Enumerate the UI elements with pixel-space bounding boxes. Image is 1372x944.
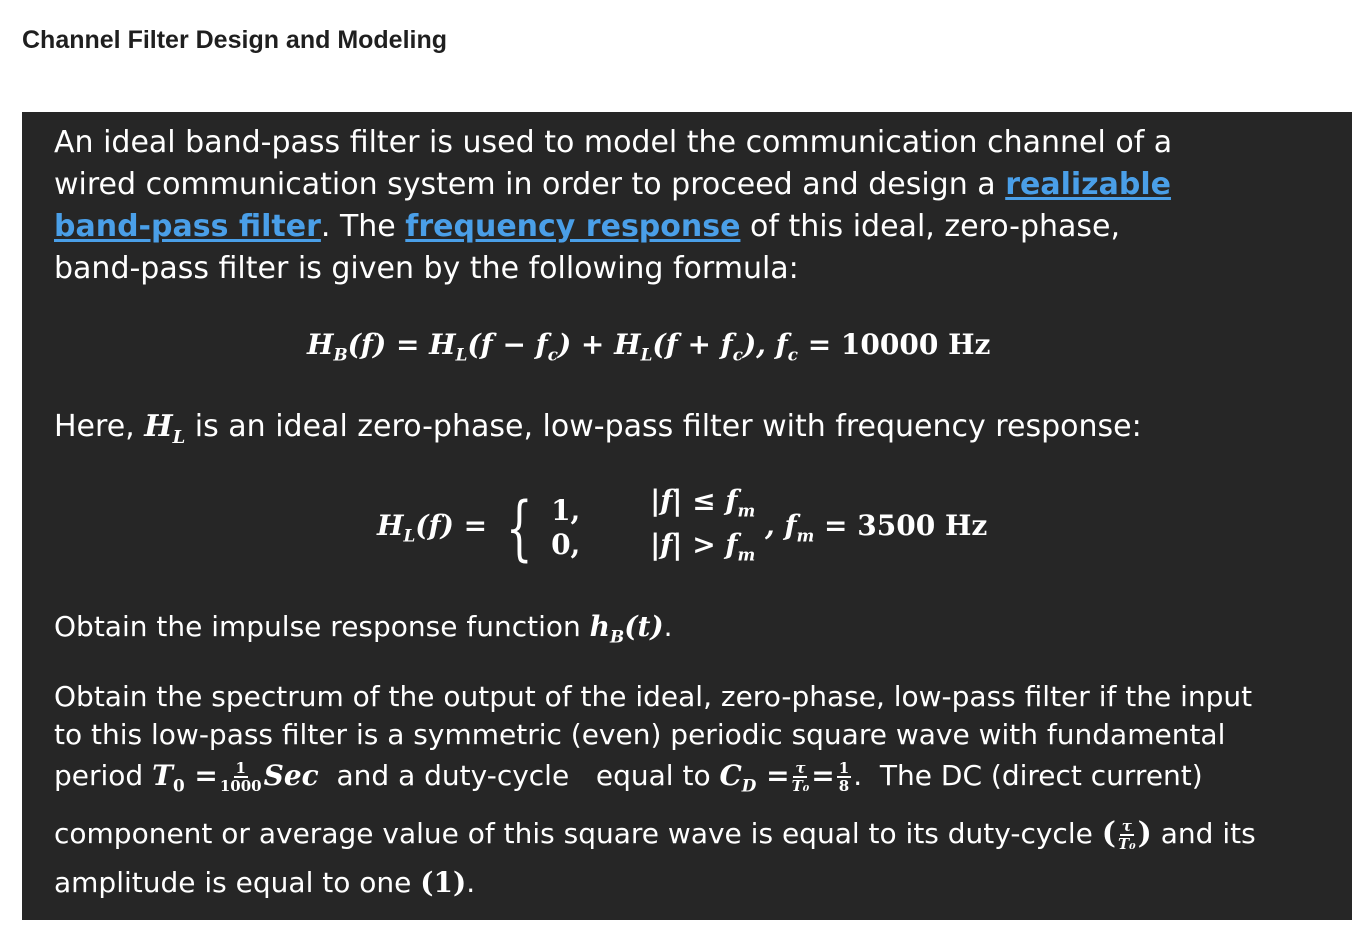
intro-text: . The xyxy=(320,209,406,244)
intro-line-4: band-pass filter is given by the following formula: xyxy=(54,251,799,286)
eq-sub: m xyxy=(796,525,815,546)
text: and its xyxy=(1151,816,1256,850)
frac-den: 1000 xyxy=(219,777,262,795)
eq-symbol: H xyxy=(377,509,404,543)
cond-text: |f| ≤ f xyxy=(650,484,738,517)
text: . xyxy=(663,610,673,643)
eq-sign: = xyxy=(811,759,835,792)
lowpass-intro-line xyxy=(54,406,1322,459)
case1-value: 1, xyxy=(551,493,581,527)
text: component or average value of this square wave is equal to its duty-cycle xyxy=(54,816,1102,850)
text: amplitude is equal to one xyxy=(54,865,421,899)
cond-sub: m xyxy=(737,544,756,565)
q2-line-2: to this low-pass filter is a symmetric (even) periodic square wave with fundamental xyxy=(54,718,1226,751)
intro-text: wired communication system in order to proceed and design a xyxy=(54,167,1006,202)
question-2 xyxy=(54,678,1322,906)
frac-den: 8 xyxy=(838,777,850,795)
cond-sub: m xyxy=(737,500,756,521)
frac-num: τ xyxy=(795,759,806,777)
eq-part: (f) = H xyxy=(347,328,456,361)
text: and a duty-cycle equal to xyxy=(318,759,720,792)
fraction-eighth xyxy=(837,760,851,794)
eq-sub: L xyxy=(640,344,653,365)
frac-num: τ xyxy=(1121,816,1132,835)
cases-conditions xyxy=(650,484,755,571)
text: Obtain the impulse response function xyxy=(54,610,590,643)
case2-condition xyxy=(650,528,755,572)
fraction-tau xyxy=(792,760,810,794)
symbol: C xyxy=(719,759,742,792)
eq-part: (f) = xyxy=(415,509,488,543)
intro-line-3 xyxy=(54,206,1322,248)
eq-sub: L xyxy=(455,344,468,365)
symbol: T xyxy=(152,759,173,792)
frac-den: T₀ xyxy=(791,777,810,795)
q2-line-4 xyxy=(54,808,1322,860)
eq-part: = 10000 Hz xyxy=(797,328,991,361)
intro-text: of this ideal, zero-phase, xyxy=(740,209,1121,244)
intro-paragraph xyxy=(54,122,1322,290)
page-title: Channel Filter Design and Modeling xyxy=(22,26,448,54)
intro-line-1: An ideal band-pass filter is used to model the communication channel of a xyxy=(54,125,1173,160)
frac-den: T₀ xyxy=(1117,834,1136,853)
intro-line-2 xyxy=(54,164,1322,206)
text: . The DC (direct current) xyxy=(853,759,1203,792)
question-1 xyxy=(54,608,1322,656)
fraction-duty xyxy=(1118,818,1136,852)
eq-sub: c xyxy=(787,344,798,365)
cases-values xyxy=(551,494,580,562)
eq-sign: = xyxy=(756,759,790,792)
realizable-link-part1[interactable]: realizable xyxy=(1005,167,1171,202)
bandpass-equation xyxy=(307,328,990,365)
q2-line-1: Obtain the spectrum of the output of the ideal, zero-phase, low-pass filter if the input xyxy=(54,680,1253,713)
eq-part: ) + H xyxy=(557,328,641,361)
frac-num: 1 xyxy=(838,759,850,777)
eq-part: (f − f xyxy=(467,328,548,361)
eq-sub: B xyxy=(333,344,348,365)
text: period xyxy=(54,759,153,792)
case2-value: 0, xyxy=(551,527,581,561)
eq-part: (f + f xyxy=(652,328,733,361)
eq-part: = 3500 Hz xyxy=(814,509,988,543)
symbol: H xyxy=(144,409,173,444)
fraction-period xyxy=(220,760,262,794)
text: Here, xyxy=(54,409,145,444)
unit: Sec xyxy=(263,759,319,792)
symbol-sub: B xyxy=(610,626,625,647)
eq-part: ), f xyxy=(742,328,788,361)
lowpass-equation xyxy=(377,484,987,571)
q2-line-5 xyxy=(54,860,1322,906)
eq-sub: L xyxy=(403,525,416,546)
paren-open: ( xyxy=(1101,815,1116,851)
symbol-arg: (t) xyxy=(624,610,664,643)
eq-part: , f xyxy=(765,509,797,543)
symbol-sub: 0 xyxy=(172,775,185,796)
lowpass-intro xyxy=(54,406,1322,459)
text: is an ideal zero-phase, low-pass filter with frequency response: xyxy=(185,409,1142,444)
brace-glyph: { xyxy=(505,486,533,569)
eq-sub: c xyxy=(732,344,743,365)
frequency-response-link[interactable]: frequency response xyxy=(405,209,741,244)
text: . xyxy=(466,865,476,899)
eq-sign: = xyxy=(184,759,218,792)
realizable-link-part2[interactable]: band-pass filter xyxy=(54,209,321,244)
panel-top-edge xyxy=(22,112,1352,122)
eq-symbol: H xyxy=(307,328,334,361)
q2-line-3 xyxy=(54,754,1322,808)
symbol-sub: L xyxy=(172,427,186,448)
frac-num: 1 xyxy=(235,759,246,777)
eq-sub: c xyxy=(547,344,558,365)
eq2-lhs xyxy=(377,509,488,546)
eq2-tail xyxy=(765,509,988,546)
problem-panel xyxy=(22,112,1352,920)
symbol: (1) xyxy=(420,865,467,899)
symbol: h xyxy=(589,610,611,643)
cond-text: |f| > f xyxy=(650,527,738,561)
question-1-line xyxy=(54,608,1322,656)
paren-close: ) xyxy=(1137,815,1152,851)
case1-condition xyxy=(650,484,755,528)
symbol-sub: D xyxy=(741,775,757,796)
